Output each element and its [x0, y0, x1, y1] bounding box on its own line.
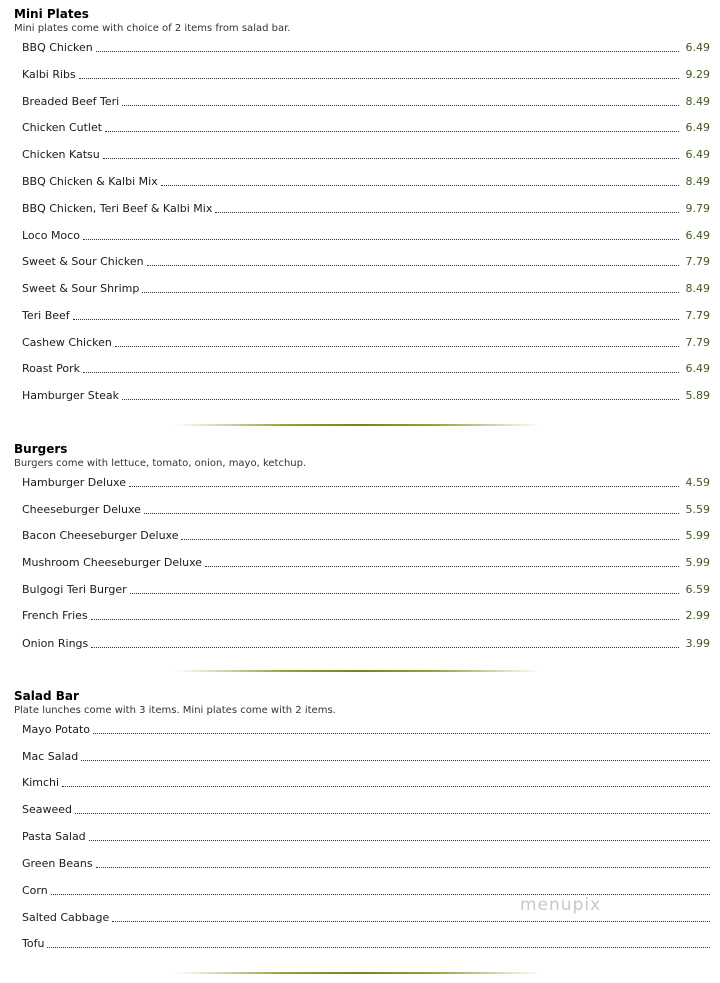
dot-leader — [181, 539, 679, 540]
menu-item — [22, 121, 710, 135]
item-name: Cheeseburger Deluxe — [22, 503, 141, 516]
item-name: Salted Cabbage — [22, 911, 110, 924]
dot-leader — [105, 131, 679, 132]
menu-item — [22, 476, 710, 490]
menu-item — [22, 175, 710, 189]
dot-leader — [103, 158, 679, 159]
dot-leader — [47, 947, 710, 948]
item-price: 4.59 — [685, 476, 710, 489]
item-price: 5.89 — [685, 389, 710, 402]
menu-item — [22, 830, 710, 844]
menu-item — [22, 776, 710, 790]
dot-leader — [81, 760, 710, 761]
dot-leader — [122, 399, 679, 400]
section-divider — [174, 972, 542, 974]
dot-leader — [130, 593, 679, 594]
dot-leader — [83, 239, 679, 240]
item-name: Kalbi Ribs — [22, 68, 76, 81]
menu-item — [22, 362, 710, 376]
item-name: French Fries — [22, 609, 88, 622]
dot-leader — [115, 346, 679, 347]
item-price: 6.49 — [685, 362, 710, 375]
dot-leader — [91, 619, 679, 620]
section-divider — [174, 670, 542, 672]
item-name: Breaded Beef Teri — [22, 95, 120, 108]
menu-item — [22, 282, 710, 296]
item-price: 6.49 — [685, 148, 710, 161]
dot-leader — [161, 185, 679, 186]
item-name: Seaweed — [22, 803, 73, 816]
item-price: 6.49 — [685, 121, 710, 134]
item-price: 7.79 — [685, 309, 710, 322]
item-name: Chicken Katsu — [22, 148, 100, 161]
dot-leader — [144, 513, 679, 514]
dot-leader — [112, 921, 710, 922]
dot-leader — [51, 894, 710, 895]
item-name: Tofu — [22, 937, 45, 950]
menu-item — [22, 202, 710, 216]
dot-leader — [73, 319, 679, 320]
section-description: Burgers come with lettuce, tomato, onion, mayo, ketchup. — [14, 458, 307, 469]
item-name: Kimchi — [22, 776, 60, 789]
menu-item — [22, 637, 710, 651]
menu-item — [22, 750, 710, 764]
menu-item — [22, 911, 710, 925]
item-price: 5.99 — [685, 529, 710, 542]
item-name: Corn — [22, 884, 48, 897]
menu-item — [22, 309, 710, 323]
dot-leader — [96, 51, 679, 52]
item-name: Hamburger Deluxe — [22, 476, 126, 489]
item-name: Onion Rings — [22, 637, 89, 650]
menu-item — [22, 803, 710, 817]
item-name: Bacon Cheeseburger Deluxe — [22, 529, 179, 542]
dot-leader — [79, 78, 679, 79]
dot-leader — [62, 786, 710, 787]
menu-item — [22, 723, 710, 737]
dot-leader — [89, 840, 710, 841]
dot-leader — [129, 486, 679, 487]
dot-leader — [205, 566, 679, 567]
dot-leader — [122, 105, 679, 106]
dot-leader — [83, 372, 679, 373]
item-name: Loco Moco — [22, 229, 80, 242]
menu-item — [22, 503, 710, 517]
dot-leader — [147, 265, 679, 266]
item-price: 6.59 — [685, 583, 710, 596]
item-name: Mushroom Cheeseburger Deluxe — [22, 556, 203, 569]
menu-item — [22, 529, 710, 543]
menu-item — [22, 389, 710, 403]
item-name: Cashew Chicken — [22, 336, 112, 349]
item-price: 9.79 — [685, 202, 710, 215]
item-price: 6.49 — [685, 41, 710, 54]
item-name: Sweet & Sour Shrimp — [22, 282, 140, 295]
dot-leader — [215, 212, 679, 213]
item-name: Teri Beef — [22, 309, 70, 322]
menu-item — [22, 884, 710, 898]
item-name: Mac Salad — [22, 750, 79, 763]
section-description: Mini plates come with choice of 2 items from salad bar. — [14, 23, 291, 34]
menu-item — [22, 937, 710, 951]
watermark-logo: menupix — [520, 895, 602, 915]
item-name: Bulgogi Teri Burger — [22, 583, 127, 596]
item-price: 5.59 — [685, 503, 710, 516]
menu-item — [22, 556, 710, 570]
menu-item — [22, 583, 710, 597]
menu-item — [22, 255, 710, 269]
dot-leader — [91, 647, 679, 648]
item-price: 8.49 — [685, 282, 710, 295]
item-name: Sweet & Sour Chicken — [22, 255, 144, 268]
item-name: Chicken Cutlet — [22, 121, 103, 134]
section-description: Plate lunches come with 3 items. Mini plates come with 2 items. — [14, 705, 336, 716]
item-price: 7.79 — [685, 336, 710, 349]
menu-item — [22, 857, 710, 871]
item-name: BBQ Chicken & Kalbi Mix — [22, 175, 158, 188]
section-title: Mini Plates — [14, 7, 89, 21]
section-title: Salad Bar — [14, 689, 79, 703]
section-title: Burgers — [14, 442, 68, 456]
item-price: 6.49 — [685, 229, 710, 242]
item-price: 2.99 — [685, 609, 710, 622]
menu-item — [22, 68, 710, 82]
menu-item — [22, 609, 710, 623]
dot-leader — [142, 292, 679, 293]
section-divider — [174, 424, 542, 426]
item-price: 8.49 — [685, 95, 710, 108]
item-name: BBQ Chicken, Teri Beef & Kalbi Mix — [22, 202, 213, 215]
menu-item — [22, 336, 710, 350]
item-price: 8.49 — [685, 175, 710, 188]
dot-leader — [75, 813, 710, 814]
menu-item — [22, 148, 710, 162]
item-price: 5.99 — [685, 556, 710, 569]
item-name: Mayo Potato — [22, 723, 91, 736]
item-name: Pasta Salad — [22, 830, 86, 843]
item-name: BBQ Chicken — [22, 41, 93, 54]
item-name: Roast Pork — [22, 362, 81, 375]
menu-item — [22, 229, 710, 243]
item-price: 9.29 — [685, 68, 710, 81]
item-price: 7.79 — [685, 255, 710, 268]
item-price: 3.99 — [685, 637, 710, 650]
dot-leader — [93, 733, 710, 734]
item-name: Green Beans — [22, 857, 93, 870]
item-name: Hamburger Steak — [22, 389, 119, 402]
menu-item — [22, 41, 710, 55]
dot-leader — [96, 867, 710, 868]
menu-item — [22, 95, 710, 109]
